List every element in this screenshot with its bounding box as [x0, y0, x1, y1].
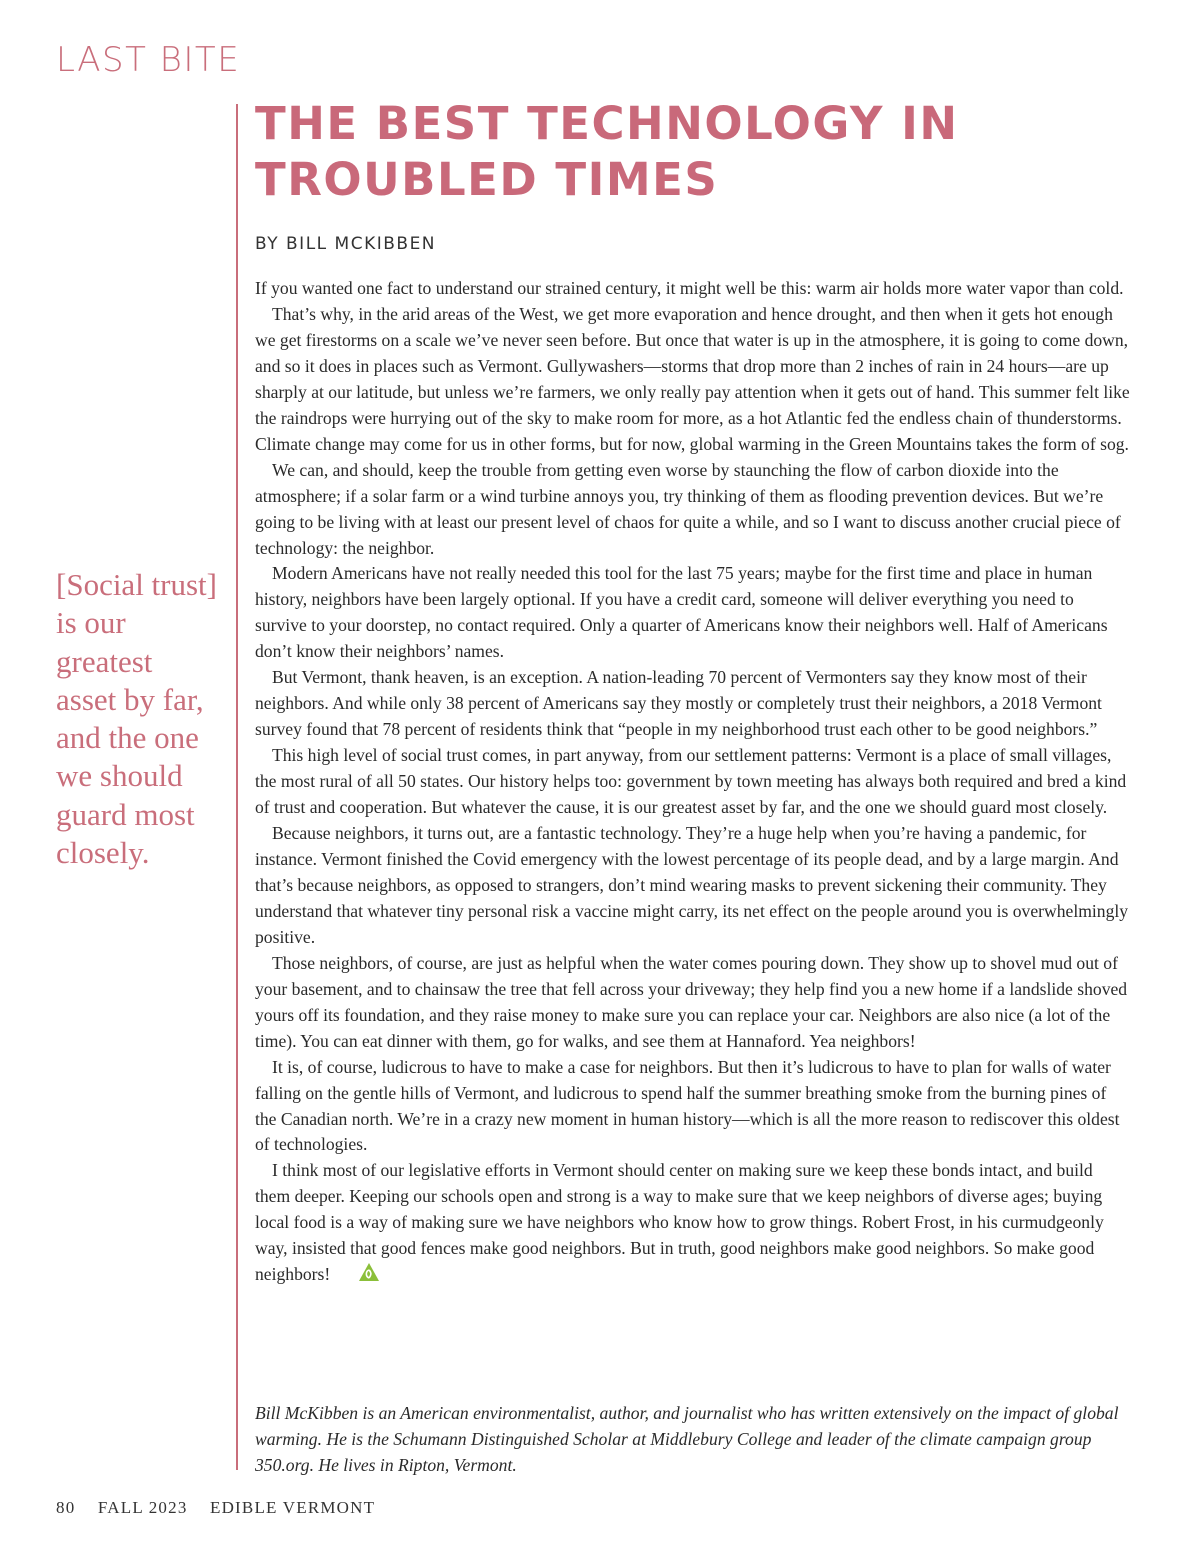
body-paragraph: But Vermont, thank heaven, is an exception. A nation-leading 70 percent of Vermonters say they know most of their neighbors. And while only 38 percent of Americans say they mostly or completely trust their neighbors, a 2018 Vermont survey found that 78 percent of residents think that “people in my neighborhood trust each other to be good neighbors.” — [255, 667, 1102, 740]
byline: BY BILL MCKIBBEN — [255, 234, 437, 254]
page-number: 80 — [56, 1498, 76, 1517]
body-paragraph: It is, of course, ludicrous to have to make a case for neighbors. But then it’s ludicrous to have to plan for walls of water falling on the gentle hills of Vermont, and ludicrous to spend half the summer breathing smoke from the burning pines of the Canadian north. We’re in a crazy new moment in human history—which is all the more reason to rediscover this oldest of technologies. — [255, 1056, 1120, 1155]
body-paragraph-last — [255, 1158, 1130, 1290]
body-paragraph: That’s why, in the arid areas of the West, we get more evaporation and hence drought, and then when it gets hot enough we get firestorms on a scale we’ve never seen before. But once that water is up in the atmosphere, it is going to come down, and so it does in places such as Vermont. Gullywashers—storms that drop more than 2 inches of rain in 24 hours—are up sharply at our latitude, but unless we’re farmers, we only really pay attention when it gets out of hand. This summer felt like the raindrops were hurrying out of the sky to make room for more, as a hot Atlantic fed the endless chain of thunderstorms. Climate change may come for us in other forms, but for now, global warming in the Green Mountains takes the form of sog. — [255, 303, 1130, 454]
pull-quote: [Social trust] is our greatest asset by far, and the one we should guard most closely. — [56, 567, 217, 871]
author-bio: Bill McKibben is an American environmentalist, author, and journalist who has written extensively on the impact of global warming. He is the Schumann Distinguished Scholar at Middlebury College and leader of the climate campaign group 350.org. He lives in Ripton, Vermont. — [255, 1403, 1119, 1475]
body-paragraph: If you wanted one fact to understand our strained century, it might well be this: warm air holds more water vapor than cold. — [255, 278, 1124, 298]
body-paragraph-text: I think most of our legislative efforts in Vermont should center on making sure we keep these bonds intact, and build them deeper. Keeping our schools open and strong is a way to make sure that we keep neighbors of diverse ages; buying local food is a way of making sure we have neighbors who know how to grow things. Robert Frost, in his curmudgeonly way, insisted that good fences make good neighbors. But in truth, good neighbors make good neighbors. So make good neighbors! — [255, 1160, 1104, 1285]
section-label: LAST BITE — [56, 40, 241, 80]
body-paragraph: This high level of social trust comes, in part anyway, from our settlement patterns: Vermont is a place of small villages, the most rural of all 50 states. Our history helps too: government by town meeting has always both required and bred a kind of trust and cooperation. But whatever the cause, it is our greatest asset by far, and the one we should guard most closely. — [255, 745, 1127, 818]
body-paragraph: Because neighbors, it turns out, are a fantastic technology. They’re a huge help when you’re having a pandemic, for instance. Vermont finished the Covid emergency with the lowest percentage of its people dead, and by a large margin. And that’s because neighbors, as opposed to strangers, don’t mind wearing masks to prevent sickening their community. They understand that whatever tiny personal risk a vaccine might carry, its net effect on the people around you is overwhelmingly positive. — [255, 823, 1129, 947]
body-paragraph: Modern Americans have not really needed this tool for the last 75 years; maybe for the first time and place in human history, neighbors have been largely optional. If you have a credit card, someone will deliver everything you need to survive to your doorstep, no contact required. Only a quarter of Americans know their neighbors well. Half of Americans don’t know their neighbors’ names. — [255, 563, 1108, 662]
body-paragraph: Those neighbors, of course, are just as helpful when the water comes pouring down. They show up to shovel mud out of your basement, and to chainsaw the tree that fell across your driveway; they help find you a new home if a landslide shoved yours off its foundation, and they raise money to make sure you can replace your car. Neighbors are also nice (a lot of the time). You can eat dinner with them, go for walks, and see them at Hannaford. Yea neighbors! — [255, 952, 1128, 1051]
edible-leaf-icon — [340, 1262, 381, 1290]
page-footer — [56, 1498, 392, 1518]
article-title: THE BEST TECHNOLOGY IN TROUBLED TIMES — [255, 97, 959, 206]
issue-label: FALL 2023 — [97, 1498, 188, 1517]
body-paragraph: We can, and should, keep the trouble from getting even worse by staunching the flow of carbon dioxide into the atmosphere; if a solar farm or a wind turbine annoys you, try thinking of them as flooding prevention devices. But we’re going to be living with at least our present level of chaos for quite a while, and so I want to discuss another crucial piece of technology: the neighbor. — [255, 459, 1121, 558]
vertical-divider — [236, 104, 238, 1470]
article-body — [255, 276, 1130, 1290]
magazine-name: EDIBLE VERMONT — [209, 1498, 376, 1517]
